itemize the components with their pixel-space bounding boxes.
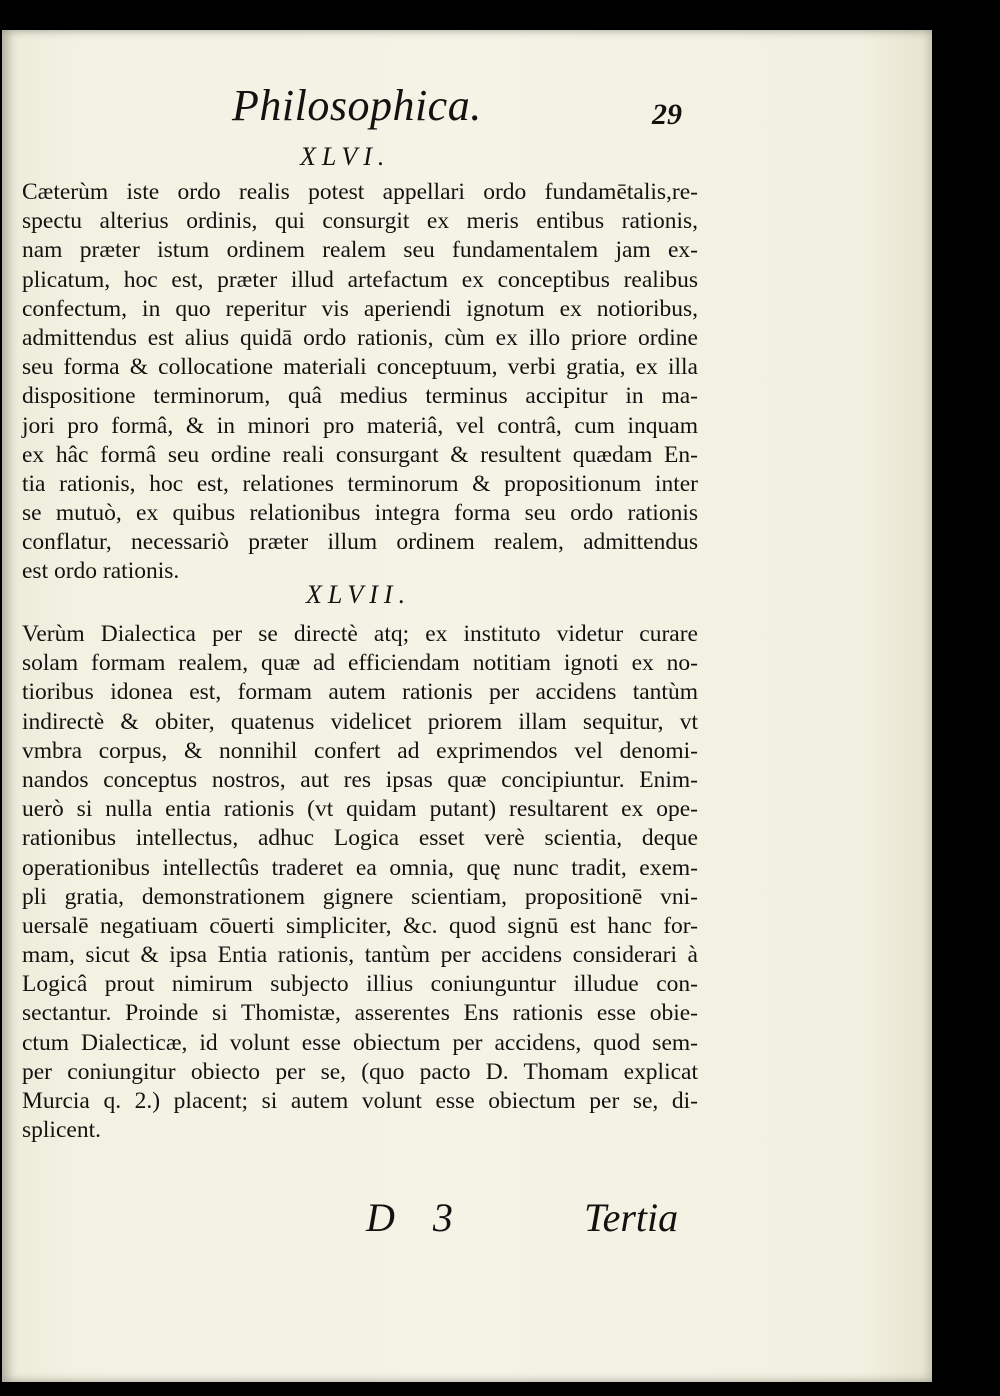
text-line: tia rationis, hoc est, relationes terminorum & propositionum inter xyxy=(22,470,698,497)
text-line: spectu alterius ordinis, qui consurgit ex meris entibus rationis, xyxy=(22,208,698,235)
section-heading-xlvi: XLVI. xyxy=(300,142,391,171)
text-line: ex hâc formâ seu ordine reali consurgant & resultent quædam En- xyxy=(22,441,698,468)
text-line: admittendus est alius quidā ordo rationis, cùm ex illo priore ordine xyxy=(22,324,698,351)
text-line: solam formam realem, quæ ad efficiendam notitiam ignoti ex no- xyxy=(22,650,698,677)
text-line: uersalē negatiuam cōuerti simpliciter, &c. quod signū est hanc for- xyxy=(22,912,698,939)
text-line: tioribus idonea est, formam autem rationis per accidens tantùm xyxy=(22,679,698,706)
text-line: dispositione terminorum, quâ medius terminus accipitur in ma- xyxy=(22,383,698,410)
text-line: seu forma & collocatione materiali conceptuum, verbi gratia, ex illa xyxy=(22,354,698,381)
text-line: per coniungitur obiecto per se, (quo pacto D. Thomam explicat xyxy=(22,1058,698,1085)
text-line: Cæterùm iste ordo realis potest appellari ordo fundamētalis,re- xyxy=(22,179,698,205)
text-line: rationibus intellectus, adhuc Logica esset verè scientia, deque xyxy=(22,825,698,852)
paragraph-xlvii xyxy=(22,620,698,1145)
text-line: uerò si nulla entia rationis (vt quidam putant) resultarent ex ope- xyxy=(22,796,698,823)
text-line: est ordo rationis. xyxy=(22,558,180,585)
text-line: nam præter istum ordinem realem seu fundamentalem jam ex- xyxy=(22,237,698,264)
text-line: sectantur. Proinde si Thomistæ, asserentes Ens rationis esse obie- xyxy=(22,1000,698,1027)
running-head: Philosophica. xyxy=(232,81,482,130)
text-line: ctum Dialecticæ, id volunt esse obiectum per accidens, quod sem- xyxy=(22,1029,698,1056)
text-line: conflatur, necessariò præter illum ordinem realem, admittendus xyxy=(22,529,698,556)
text-line: Verùm Dialectica per se directè atq; ex instituto videtur curare xyxy=(22,621,698,647)
section-heading-xlvii: XLVII. xyxy=(306,580,412,609)
text-line: pli gratia, demonstrationem gignere scientiam, propositionē vni- xyxy=(22,883,698,910)
text-line: mam, sicut & ipsa Entia rationis, tantùm per accidens considerari à xyxy=(22,942,698,969)
text-line: indirectè & obiter, quatenus videlicet priorem illam sequitur, vt xyxy=(22,708,698,735)
page-number: 29 xyxy=(652,98,682,131)
text-line: confectum, in quo reperitur vis aperiendi ignotum ex notioribus, xyxy=(22,295,698,322)
signature-mark: D 3 xyxy=(366,1195,467,1240)
text-line: se mutuò, ex quibus relationibus integra forma seu ordo rationis xyxy=(22,500,698,527)
text-line: Murcia q. 2.) placent; si autem volunt esse obiectum per se, di- xyxy=(22,1088,698,1114)
text-line: nandos conceptus nostros, aut res ipsas quæ concipiuntur. Enim- xyxy=(22,766,698,793)
text-line: jori pro formâ, & in minori pro materiâ, vel contrâ, cum inquam xyxy=(22,412,698,439)
book-page xyxy=(2,30,932,1382)
text-line: vmbra corpus, & nonnihil confert ad exprimendos vel denomi- xyxy=(22,737,698,764)
text-line: operationibus intellectûs traderet ea omnia, quę nunc tradit, exem- xyxy=(22,854,698,881)
paragraph-xlvi xyxy=(22,178,698,587)
text-line: plicatum, hoc est, præter illud artefactum ex conceptibus realibus xyxy=(22,266,698,293)
catchword: Tertia xyxy=(584,1195,679,1240)
text-line: Logicâ prout nimirum subjecto illius coniunguntur illudue con- xyxy=(22,971,698,998)
text-line: splicent. xyxy=(22,1117,101,1144)
